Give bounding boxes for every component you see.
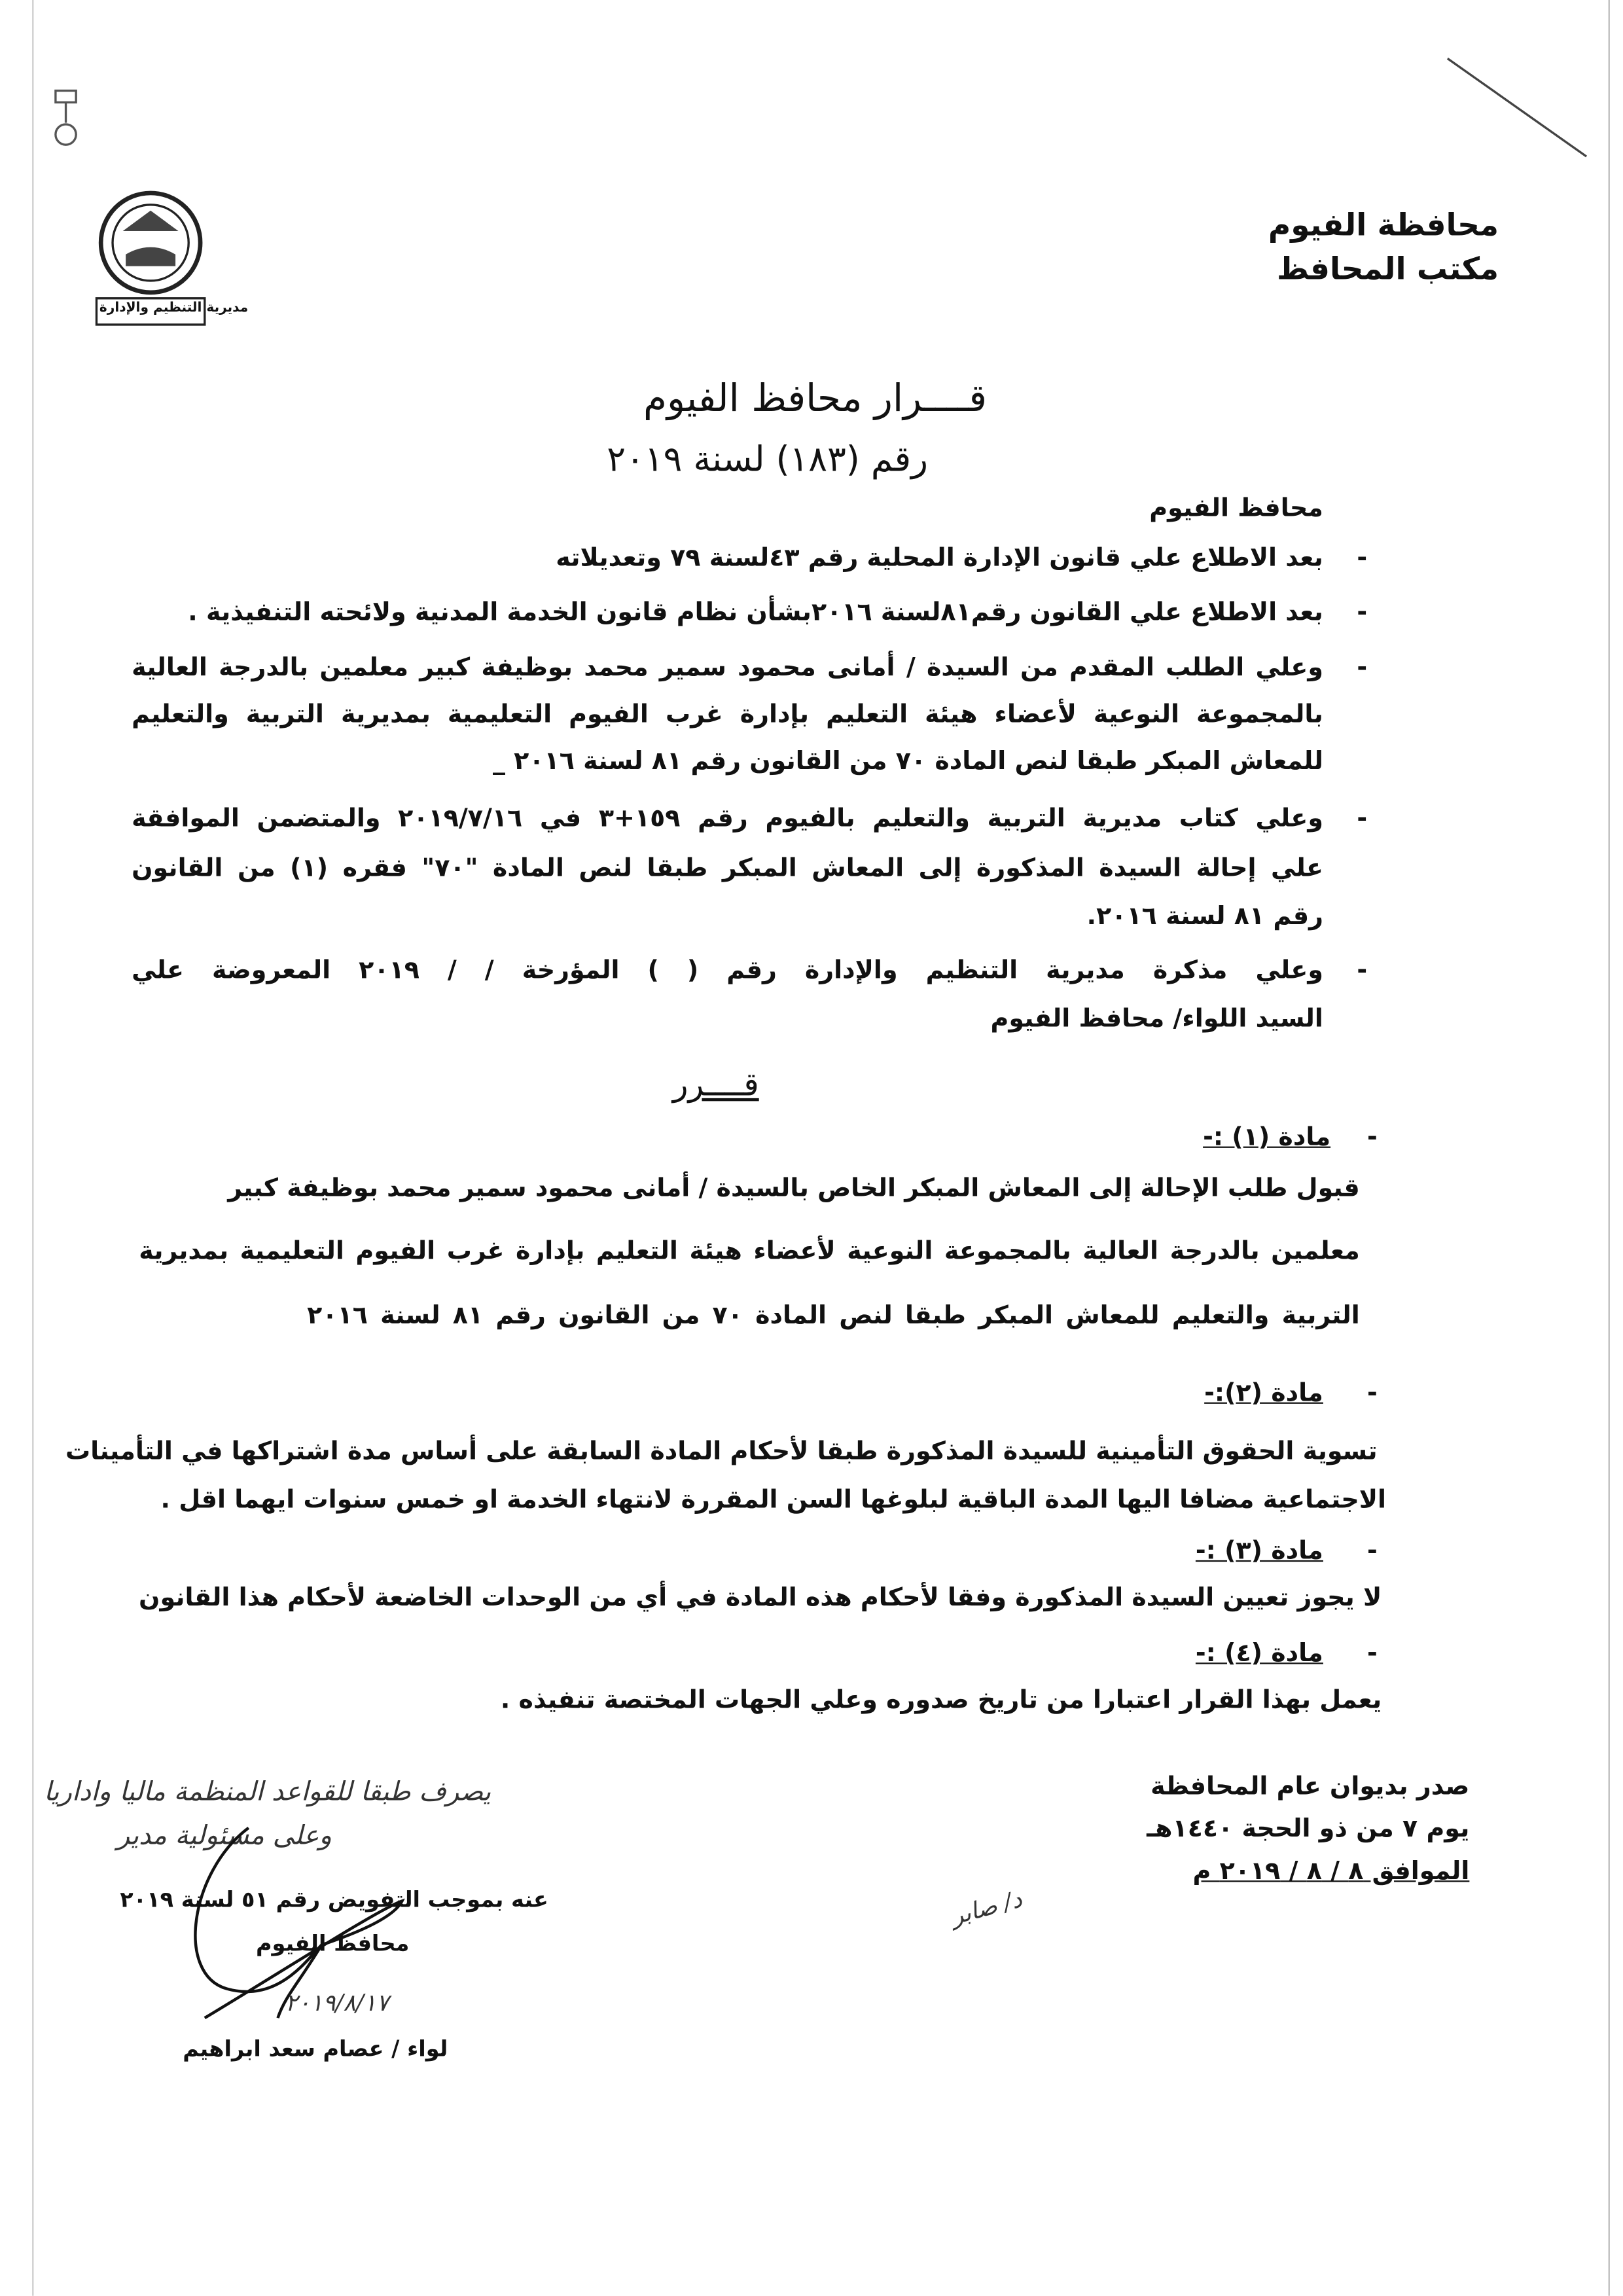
staple-icon	[44, 88, 88, 161]
preamble-line: بعد الاطلاع علي القانون رقم٨١لسنة ٢٠١٦بشأن نظام قانون الخدمة المدنية ولائحته التنفيذية .	[188, 598, 1323, 628]
article-line: يعمل بهذا القرار اعتبارا من تاريخ صدوره وعلي الجهات المختصة تنفيذه .	[500, 1686, 1382, 1715]
bullet: -	[1357, 956, 1368, 986]
signature-date: ٢٠١٩/٨/١٧	[285, 1988, 389, 2017]
governorate-logo	[91, 187, 249, 327]
signatory-name: لواء / عصام سعد ابراهيم	[183, 2036, 448, 2062]
preamble-line: السيد اللواء/ محافظ الفيوم	[990, 1004, 1323, 1034]
preamble-line: علي إحالة السيدة المذكورة إلى المعاش المبكر طبقا لنص المادة "٧٠" فقره (١) من القانون	[132, 853, 1323, 884]
preamble-line: بعد الاطلاع علي قانون الإدارة المحلية رقم ٤٣لسنة ٧٩ وتعديلاته	[556, 544, 1323, 573]
bullet: -	[1366, 1639, 1378, 1669]
bullet: -	[1366, 1122, 1378, 1153]
article-line: تسوية الحقوق التأمينية للسيدة المذكورة طبقا لأحكام المادة السابقة على أساس مدة اشتراكها في التأمينات	[65, 1437, 1378, 1467]
preamble-line: رقم ٨١ لسنة ٢٠١٦.	[1086, 902, 1323, 932]
gregorian-date: الموافق ٨ / ٨ / ٢٠١٩ م	[1192, 1857, 1470, 1887]
handwritten-initials: د/ صابر	[948, 1884, 1026, 1931]
article-line: لا يجوز تعيين السيدة المذكورة وفقا لأحكام هذه المادة في أي من الوحدات الخاضعة لأحكام هذا القانون	[139, 1583, 1382, 1613]
governorate-name: محافظة الفيوم	[1268, 207, 1499, 243]
bullet: -	[1366, 1537, 1378, 1566]
decree-title: قــــرار محافظ الفيوم	[643, 377, 988, 422]
delegation-text: عنه بموجب التفويض رقم ٥١ لسنة ٢٠١٩	[120, 1886, 548, 1913]
decree-number: رقم (١٨٣) لسنة ٢٠١٩	[607, 439, 929, 480]
preamble-line: وعلي الطلب المقدم من السيدة / أمانى محمود سمير محمد بوظيفة كبير معلمين بالدرجة العالية	[132, 653, 1323, 683]
bullet: -	[1357, 544, 1368, 573]
bullet: -	[1357, 653, 1368, 683]
article-line: قبول طلب الإحالة إلى المعاش المبكر الخاص بالسيدة / أمانى محمود سمير محمد بوظيفة كبير	[228, 1174, 1360, 1204]
preamble-line: وعلي مذكرة مديرية التنظيم والإدارة رقم ( ) المؤرخة / / ٢٠١٩ المعروضة علي	[132, 956, 1323, 986]
scan-edge	[32, 0, 33, 2296]
article-line: التربية والتعليم للمعاش المبكر طبقا لنص المادة ٧٠ من القانون رقم ٨١ لسنة ٢٠١٦	[307, 1301, 1360, 1331]
handwritten-note: يصرف طبقا للقواعد المنظمة ماليا واداريا	[44, 1776, 491, 1808]
bullet: -	[1357, 804, 1368, 834]
article-3-label: مادة (٣) :-	[1195, 1537, 1323, 1566]
article-line: معلمين بالدرجة العالية بالمجموعة النوعية لأعضاء هيئة التعليم بإدارة غرب الفيوم التعليمية بمديرية	[139, 1237, 1360, 1266]
article-4-label: مادة (٤) :-	[1195, 1639, 1323, 1669]
scan-edge	[1609, 0, 1610, 2296]
preamble-line: للمعاش المبكر طبقا لنص المادة ٧٠ من القانون رقم ٨١ لسنة ٢٠١٦ _	[492, 747, 1323, 777]
issued-place: صدر بديوان عام المحافظة	[1150, 1772, 1470, 1802]
article-1-label: مادة (١) :-	[1203, 1122, 1331, 1153]
bullet: -	[1366, 1378, 1378, 1408]
logo-caption: مديرية التنظيم والإدارة	[99, 301, 249, 316]
office-name: مكتب المحافظ	[1277, 251, 1499, 287]
issuer-heading: محافظ الفيوم	[1149, 494, 1323, 524]
decision-heading: قــــرر	[672, 1067, 759, 1104]
signatory-title: محافظ الفيوم	[255, 1930, 410, 1957]
handwritten-note: وعلى مسئولية مدير	[116, 1820, 332, 1852]
preamble-line: بالمجموعة النوعية لأعضاء هيئة التعليم بإدارة غرب الفيوم التعليمية بمديرية التربية والتعليم	[132, 700, 1323, 730]
hijri-date: يوم ٧ من ذو الحجة ١٤٤٠هـ	[1147, 1814, 1470, 1844]
preamble-line: وعلي كتاب مديرية التربية والتعليم بالفيوم رقم ١٥٩+٣ في ٢٠١٩/٧/١٦ والمتضمن الموافقة	[132, 804, 1323, 834]
scan-mark	[1440, 51, 1601, 168]
bullet: -	[1357, 598, 1368, 628]
article-2-label: مادة (٢):-	[1204, 1378, 1323, 1408]
article-line: الاجتماعية مضافا اليها المدة الباقية لبلوغها السن المقررة لانتهاء الخدمة او خمس سنوات ايهما اقل .	[160, 1485, 1387, 1515]
